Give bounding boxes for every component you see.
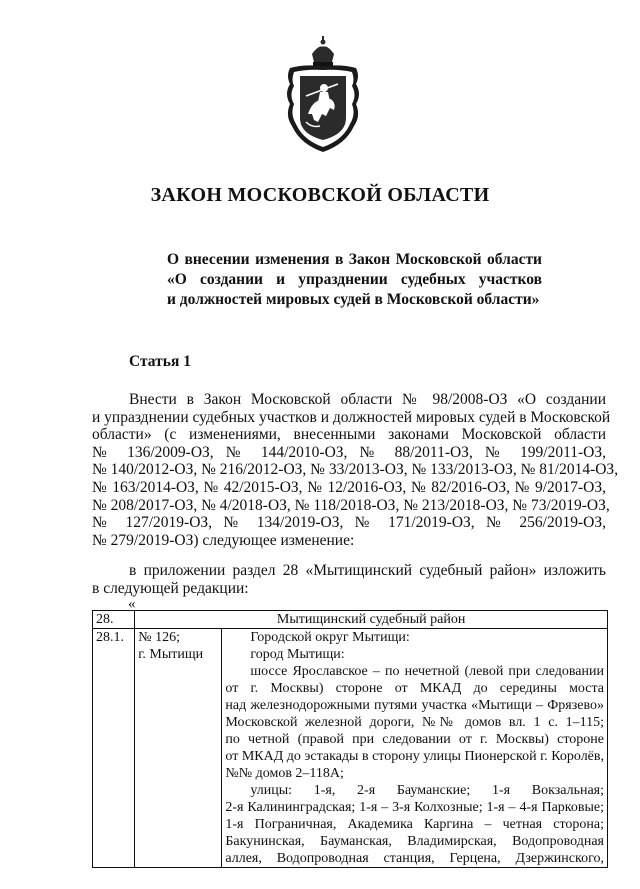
territory-line: 1-я Пограничная, Академика Каргина – четная сторона; [225,817,604,832]
section-number-cell: 28. [93,611,135,629]
document-title: ЗАКОН МОСКОВСКОЙ ОБЛАСТИ [150,184,490,206]
table-row [93,629,608,868]
law-subtitle [167,250,542,310]
plot-cell [135,629,222,868]
plot-number: № 126; [138,630,180,645]
paragraph-line: Внести в Закон Московской области № 98/2008-ОЗ «О создании [129,391,606,408]
territory-line: Городской округ Мытищи: [250,630,410,645]
paragraph-line: и упразднении судебных участков и должностей мировых судей в Московской [92,408,611,426]
paragraph-line: области» (с изменениями, внесенными законами Московской области [92,426,606,444]
table-header-row [93,611,608,629]
amendment-line: в следующей редакции: [92,579,249,597]
subtitle-line: и должностей мировых судей в Московской области» [167,291,540,308]
paragraph-line: № 127/2019-ОЗ, № 134/2019-ОЗ, № 171/2019-ОЗ, № 256/2019-ОЗ, [92,514,606,532]
opening-quote: « [128,596,136,612]
plot-town: г. Мытищи [138,647,204,662]
paragraph-line: № 279/2019-ОЗ) следующее изменение: [92,531,355,549]
territory-line: 2-я Калининградская; 1-я – 3-я Колхозные; 1-я – 4-я Парковые; [225,800,604,815]
paragraph-line: № 140/2012-ОЗ, № 216/2012-ОЗ, № 33/2013-ОЗ, № 133/2013-ОЗ, № 81/2014-ОЗ, [92,461,619,479]
territory-line: по четной (правой при следовании от г. Москвы) стороне [225,732,604,747]
paragraph-line: № 163/2014-ОЗ, № 42/2015-ОЗ, № 12/2016-ОЗ, № 82/2016-ОЗ, № 9/2017-ОЗ, [92,478,606,496]
article-heading: Статья 1 [129,353,191,370]
territory-line: город Мытищи: [250,647,345,662]
amendment-line: в приложении раздел 28 «Мытищинский судебный район» изложить [129,562,606,579]
territory-line: над железнодорожными путями участка «Мытищи – Фрязево» [225,698,604,713]
row-number-cell: 28.1. [93,629,135,868]
territory-line: улицы: 1-я, 2-я Бауманские; 1-я Вокзальная; [250,783,604,798]
territory-line: аллея, Водопроводная станция, Герцена, Дзержинского, [225,851,604,866]
amendment-paragraph [92,562,606,597]
territory-line: шоссе Ярославское – по нечетной (левой при следовании [250,664,604,679]
coat-of-arms-emblem [282,34,364,156]
paragraph-line: № 136/2009-ОЗ, № 144/2010-ОЗ, № 88/2011-ОЗ, № 199/2011-ОЗ, [92,443,606,461]
territory-line: Бакунинская, Бауманская, Владимирская, Водопроводная [225,834,604,849]
territory-cell [222,629,608,868]
article-paragraph [92,391,619,549]
district-title-cell: Мытищинский судебный район [135,611,608,629]
territory-line: от г. Москвы) стороне от МКАД до середины моста [225,681,604,696]
territory-line: от МКАД до эстакады в сторону улицы Пионерской г. Королёв, [225,749,604,764]
territory-line: №№ домов 2–118А; [225,766,344,781]
territory-line: Московской железной дороги, №№ домов вл. 1 с. 1–115; [225,715,604,730]
crown-icon [312,36,334,66]
paragraph-line: № 208/2017-ОЗ, № 4/2018-ОЗ, № 118/2018-ОЗ, № 213/2018-ОЗ, № 73/2019-ОЗ, [92,496,610,514]
subtitle-line: О внесении изменения в Закон Московской области [167,251,542,268]
subtitle-line: «О создании и упразднении судебных участков [167,271,542,288]
court-district-table [92,610,608,868]
